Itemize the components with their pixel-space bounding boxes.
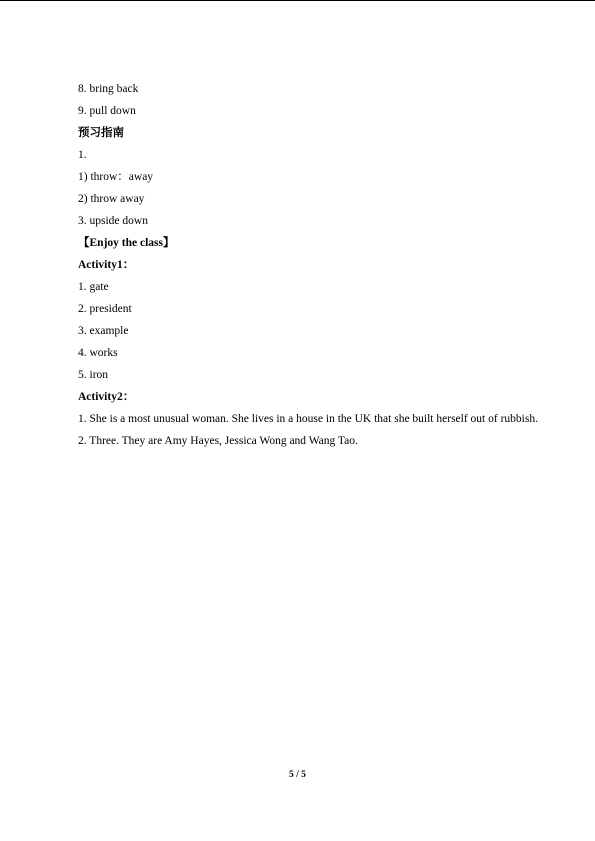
page-number: 5 / 5	[289, 770, 306, 780]
answer-item: 3. upside down	[78, 215, 148, 227]
answer-paragraph: 2. Three. They are Amy Hayes, Jessica Wong and Wang Tao.	[78, 435, 358, 447]
section-heading-preview-guide: 预习指南	[78, 127, 124, 139]
answer-item: 2) throw away	[78, 193, 145, 205]
activity-heading: Activity1：	[78, 259, 135, 271]
answer-item: 1) throw：away	[78, 171, 154, 183]
answer-item: 4. works	[78, 347, 118, 359]
top-rule	[0, 0, 595, 1]
answer-item: 2. president	[78, 303, 132, 315]
answer-item: 9. pull down	[78, 105, 136, 117]
document-body	[54, 78, 543, 452]
answer-item: 3. example	[78, 325, 129, 337]
activity-heading: Activity2：	[78, 391, 135, 403]
answer-paragraph: 1. She is a most unusual woman. She lives in a house in the UK that she built herself out of rubbish.	[78, 413, 538, 425]
section-heading-enjoy-the-class: 【Enjoy the class】	[78, 237, 175, 249]
answer-item: 1.	[78, 149, 87, 161]
answer-item: 8. bring back	[78, 83, 139, 95]
answer-item: 1. gate	[78, 281, 109, 293]
answer-item: 5. iron	[78, 369, 109, 381]
